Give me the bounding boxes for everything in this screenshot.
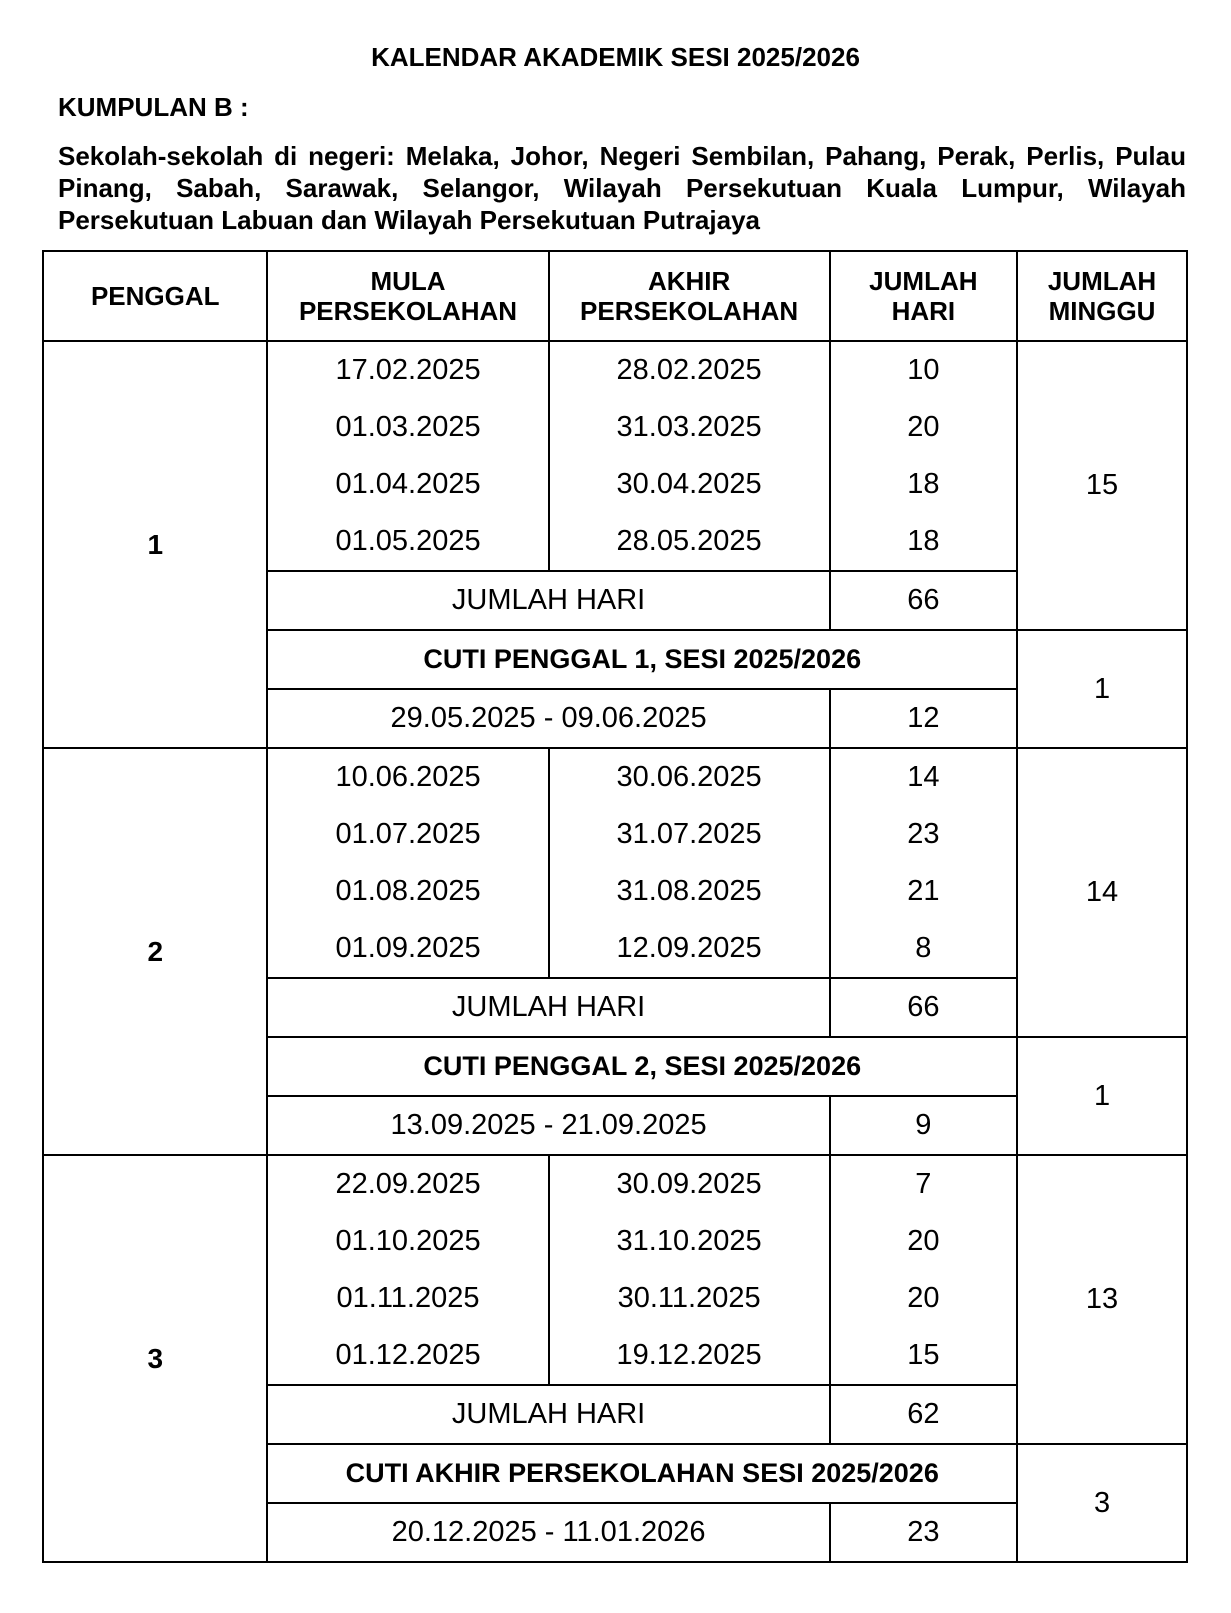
term-number: 2 <box>43 748 267 1155</box>
break-title: CUTI AKHIR PERSEKOLAHAN SESI 2025/2026 <box>267 1444 1017 1503</box>
table-row <box>43 1155 1187 1213</box>
start-date: 01.05.2025 <box>267 513 548 571</box>
total-label: JUMLAH HARI <box>267 1385 829 1444</box>
break-range: 13.09.2025 - 21.09.2025 <box>267 1096 829 1155</box>
header-jumlah-minggu: JUMLAH MINGGU <box>1017 251 1187 341</box>
day-count: 18 <box>830 456 1017 513</box>
break-title: CUTI PENGGAL 1, SESI 2025/2026 <box>267 630 1017 689</box>
day-count: 20 <box>830 1270 1017 1327</box>
start-date: 01.09.2025 <box>267 920 548 978</box>
table-header-row <box>43 251 1187 341</box>
total-days: 62 <box>830 1385 1017 1444</box>
calendar-body <box>43 341 1187 1562</box>
day-count: 20 <box>830 399 1017 456</box>
end-date: 28.02.2025 <box>549 341 830 399</box>
end-date: 12.09.2025 <box>549 920 830 978</box>
total-days: 66 <box>830 978 1017 1037</box>
end-date: 31.08.2025 <box>549 863 830 920</box>
break-weeks: 3 <box>1017 1444 1187 1562</box>
day-count: 23 <box>830 806 1017 863</box>
break-days: 12 <box>830 689 1017 748</box>
start-date: 01.08.2025 <box>267 863 548 920</box>
break-title: CUTI PENGGAL 2, SESI 2025/2026 <box>267 1037 1017 1096</box>
week-count: 13 <box>1017 1155 1187 1444</box>
header-mula: MULA PERSEKOLAHAN <box>267 251 548 341</box>
start-date: 01.10.2025 <box>267 1213 548 1270</box>
start-date: 17.02.2025 <box>267 341 548 399</box>
start-date: 01.03.2025 <box>267 399 548 456</box>
total-days: 66 <box>830 571 1017 630</box>
week-count: 15 <box>1017 341 1187 630</box>
start-date: 01.04.2025 <box>267 456 548 513</box>
total-label: JUMLAH HARI <box>267 571 829 630</box>
break-days: 23 <box>830 1503 1017 1562</box>
end-date: 31.03.2025 <box>549 399 830 456</box>
header-akhir: AKHIR PERSEKOLAHAN <box>549 251 830 341</box>
day-count: 8 <box>830 920 1017 978</box>
start-date: 01.11.2025 <box>267 1270 548 1327</box>
table-row <box>43 748 1187 806</box>
table-row <box>43 341 1187 399</box>
academic-calendar-table <box>42 250 1188 1563</box>
header-jumlah-hari: JUMLAH HARI <box>830 251 1017 341</box>
total-label: JUMLAH HARI <box>267 978 829 1037</box>
group-label: KUMPULAN B : <box>58 92 249 122</box>
break-range: 20.12.2025 - 11.01.2026 <box>267 1503 829 1562</box>
end-date: 28.05.2025 <box>549 513 830 571</box>
day-count: 15 <box>830 1327 1017 1385</box>
end-date: 30.11.2025 <box>549 1270 830 1327</box>
day-count: 21 <box>830 863 1017 920</box>
end-date: 30.04.2025 <box>549 456 830 513</box>
end-date: 30.09.2025 <box>549 1155 830 1213</box>
states-description: Sekolah-sekolah di negeri: Melaka, Johor, Negeri Sembilan, Pahang, Perak, Perlis, Pulau Pinang, Sabah, Sarawak, Selangor, Wilayah Persekutuan Kuala Lumpur, Wilayah Persekutuan Labuan dan Wilayah Persekutuan Putrajaya <box>58 141 1186 235</box>
break-weeks: 1 <box>1017 630 1187 748</box>
week-count: 14 <box>1017 748 1187 1037</box>
header-penggal: PENGGAL <box>43 251 267 341</box>
page-title: KALENDAR AKADEMIK SESI 2025/2026 <box>371 42 860 72</box>
term-number: 3 <box>43 1155 267 1562</box>
day-count: 20 <box>830 1213 1017 1270</box>
break-days: 9 <box>830 1096 1017 1155</box>
start-date: 10.06.2025 <box>267 748 548 806</box>
break-weeks: 1 <box>1017 1037 1187 1155</box>
end-date: 30.06.2025 <box>549 748 830 806</box>
start-date: 22.09.2025 <box>267 1155 548 1213</box>
end-date: 19.12.2025 <box>549 1327 830 1385</box>
term-number: 1 <box>43 341 267 748</box>
day-count: 18 <box>830 513 1017 571</box>
end-date: 31.10.2025 <box>549 1213 830 1270</box>
end-date: 31.07.2025 <box>549 806 830 863</box>
day-count: 14 <box>830 748 1017 806</box>
day-count: 7 <box>830 1155 1017 1213</box>
day-count: 10 <box>830 341 1017 399</box>
start-date: 01.12.2025 <box>267 1327 548 1385</box>
start-date: 01.07.2025 <box>267 806 548 863</box>
break-range: 29.05.2025 - 09.06.2025 <box>267 689 829 748</box>
